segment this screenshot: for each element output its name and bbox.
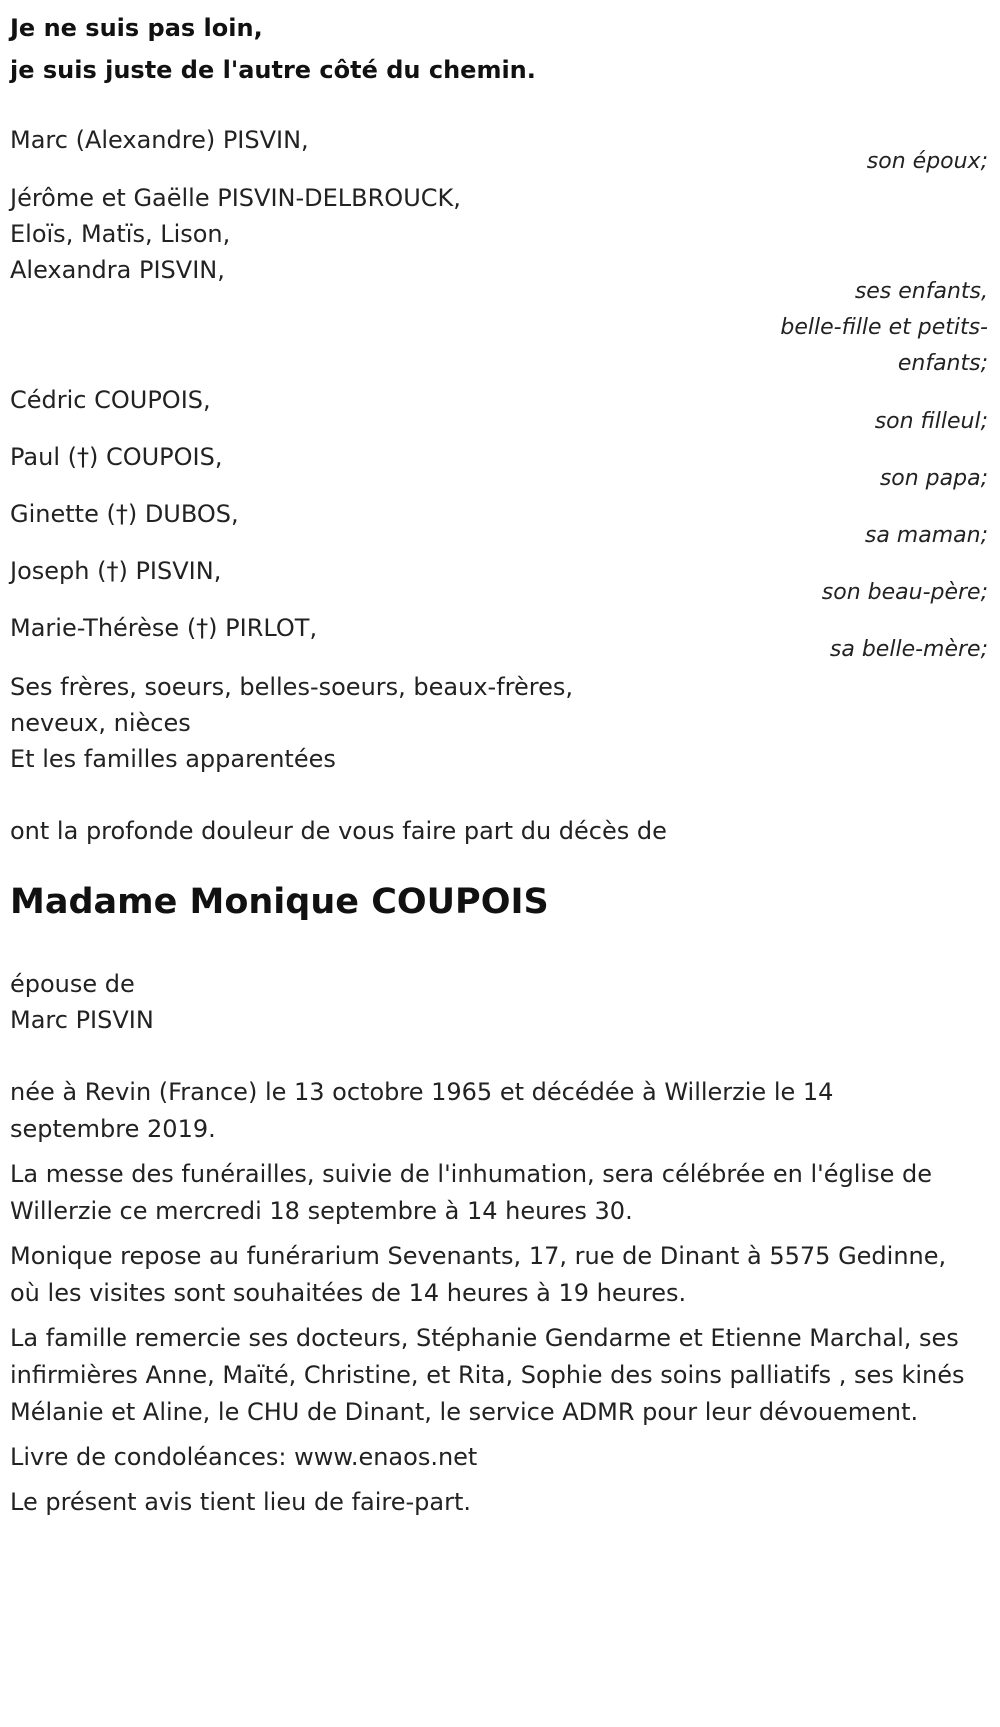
- birth-death-paragraph: née à Revin (France) le 13 octobre 1965 et décédée à Willerzie le 14 septembre 2019.: [10, 1078, 834, 1143]
- notice-paragraph: Le présent avis tient lieu de faire-part.: [10, 1488, 472, 1516]
- quote-line-2: je suis juste de l'autre côté du chemin.: [10, 56, 536, 84]
- family-relation: sa belle-mère;: [829, 637, 988, 662]
- family-name: Cédric COUPOIS,: [10, 386, 211, 414]
- family-name: Jérôme et Gaëlle PISVIN-DELBROUCK,: [10, 184, 461, 212]
- visitation-paragraph: Monique repose au funérarium Sevenants, 17, rue de Dinant à 5575 Gedinne, où les visites sont souhaitées de 14 heures à 19 heures.: [10, 1242, 947, 1307]
- family-relation: son époux;: [866, 149, 988, 174]
- thanks-paragraph: La famille remercie ses docteurs, Stéphanie Gendarme et Etienne Marchal, ses infirmières Anne, Maïté, Christine, et Rita, Sophie des soins palliatifs , ses kinés Mélanie et Aline, le CHU de Dinant, le service ADMR pour leur dévouement.: [10, 1324, 965, 1426]
- details-section: [10, 1074, 970, 1529]
- family-name: Ginette (†) DUBOS,: [10, 500, 239, 528]
- extended-family-line: neveux, nièces: [10, 709, 191, 737]
- announcement-text: ont la profonde douleur de vous faire part du décès de: [10, 817, 667, 845]
- family-relation: son beau-père;: [821, 580, 988, 605]
- family-relation: ses enfants,: [854, 279, 988, 304]
- extended-family-line: Ses frères, soeurs, belles-soeurs, beaux-frères,: [10, 673, 573, 701]
- family-name: Joseph (†) PISVIN,: [10, 557, 222, 585]
- spouse-line: épouse de: [10, 970, 135, 998]
- condolences-paragraph: Livre de condoléances: www.enaos.net: [10, 1443, 478, 1471]
- family-name: Marie-Thérèse (†) PIRLOT,: [10, 614, 318, 642]
- family-name: Marc (Alexandre) PISVIN,: [10, 126, 309, 154]
- funeral-paragraph: La messe des funérailles, suivie de l'inhumation, sera célébrée en l'église de Willerzie ce mercredi 18 septembre à 14 heures 30.: [10, 1160, 932, 1225]
- family-name: Eloïs, Matïs, Lison,: [10, 220, 231, 248]
- family-name: Paul (†) COUPOIS,: [10, 443, 223, 471]
- family-relation: belle-fille et petits-: [780, 315, 988, 340]
- family-relation: sa maman;: [864, 523, 988, 548]
- family-relation: son filleul;: [874, 409, 988, 434]
- family-relation: son papa;: [879, 466, 988, 491]
- spouse-line: Marc PISVIN: [10, 1006, 154, 1034]
- deceased-name: Madame Monique COUPOIS: [10, 882, 549, 922]
- family-name: Alexandra PISVIN,: [10, 256, 225, 284]
- family-relation: enfants;: [897, 351, 988, 376]
- extended-family-line: Et les familles apparentées: [10, 745, 336, 773]
- quote-line-1: Je ne suis pas loin,: [10, 14, 263, 42]
